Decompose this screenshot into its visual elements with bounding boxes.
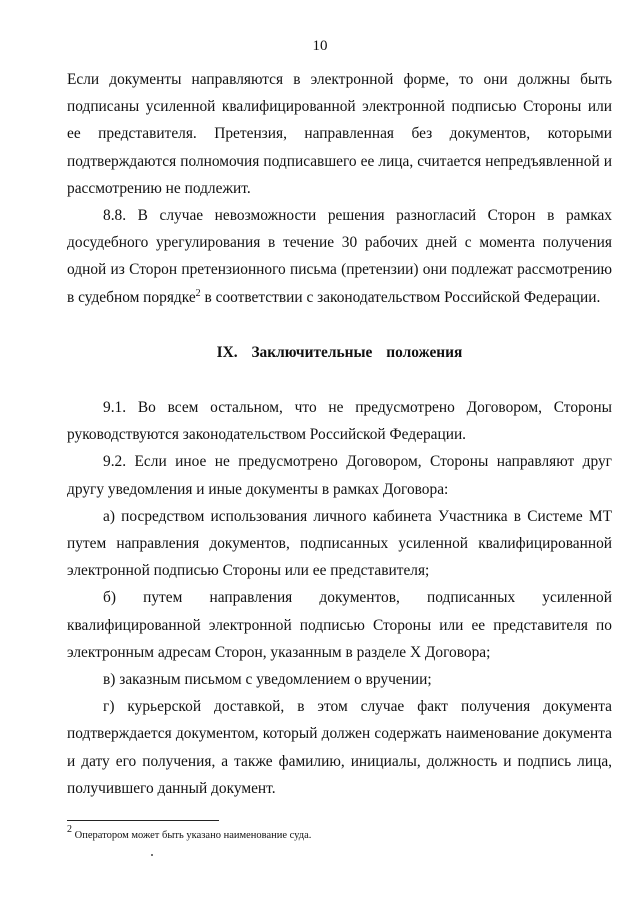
section-number: IX. xyxy=(216,343,238,361)
footnote-marker: 2 xyxy=(67,824,72,835)
paragraph-8-8-tail: в соответствии с законодательством Российской Федерации. xyxy=(204,288,601,306)
section-title: Заключительные положения xyxy=(251,343,463,361)
paragraph-signature-requirement: Если документы направляются в электронной форме, то они должны быть подписаны усиленной квалифицированной электронной подписью Стороны или ее представителя. Претензия, направленная без документов, которыми подтверждаются полномочия подписавшего ее лица, считается непредъявленной и рассмотрению не подлежит. xyxy=(67,71,612,197)
section-heading xyxy=(67,339,612,366)
footnote xyxy=(67,824,612,843)
document-body xyxy=(67,66,612,802)
clause-9-2-g: г) курьерской доставкой, в этом случае факт получения документа подтверждается документом, который должен содержать наименование документа и дату его получения, а также фамилию, инициалы, должность и подпись лица, получившего данный документ. xyxy=(67,698,612,797)
footnote-reference[interactable]: 2 xyxy=(195,287,201,299)
clause-9-2: 9.2. Если иное не предусмотрено Договором, Стороны направляют друг другу уведомления и иные документы в рамках Договора: xyxy=(67,453,612,498)
clause-9-1: 9.1. Во всем остальном, что не предусмотрено Договором, Стороны руководствуются законодательством Российской Федерации. xyxy=(67,399,612,444)
clause-9-2-b: б) путем направления документов, подписанных усиленной квалифицированной электронной подписью Стороны или ее представителя по электронным адресам Сторон, указанным в разделе X Договора; xyxy=(67,589,612,661)
scan-speck xyxy=(151,854,153,856)
paragraph-8-8 xyxy=(67,202,612,311)
footnote-divider xyxy=(67,820,219,821)
clause-9-2-a: а) посредством использования личного кабинета Участника в Системе МТ путем направления документов, подписанных усиленной квалифицированной электронной подписью Стороны или ее представителя; xyxy=(67,507,612,580)
clause-9-2-v: в) заказным письмом с уведомлением о вручении; xyxy=(103,671,432,689)
paragraph-8-8-text: 8.8. В случае невозможности решения разногласий Сторон в рамках досудебного урегулирования в течение 30 рабочих дней с момента получения одной из Сторон претензионного письма (претензии) они подлежат рассмотрению в судебном порядке xyxy=(67,207,612,306)
footnote-text: Оператором может быть указано наименование суда. xyxy=(74,830,312,841)
page-number: 10 xyxy=(312,38,328,54)
